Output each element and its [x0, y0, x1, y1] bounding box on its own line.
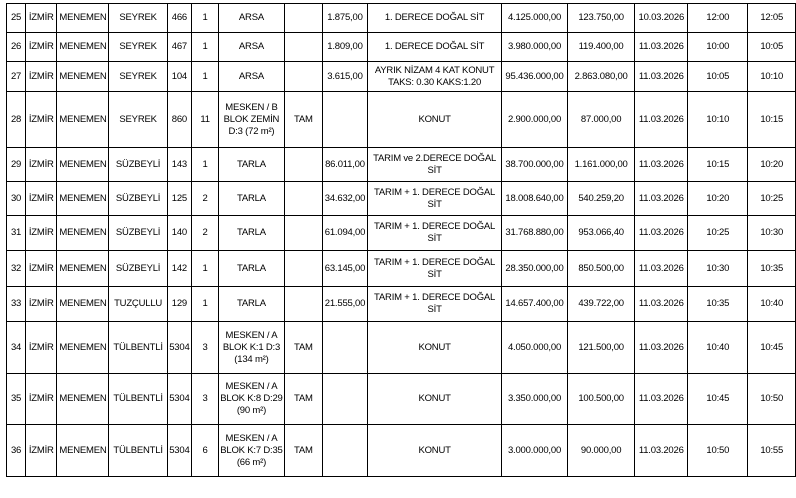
cell-line: SİT — [427, 304, 442, 315]
cell-line: KONUT — [418, 341, 451, 353]
cell-cins — [219, 33, 285, 62]
cell-bedel: 95.436.000,00 — [502, 62, 568, 92]
cell-line: SİT — [427, 268, 442, 280]
cell-line: TAKS: 0.30 KAKS:1.20 — [388, 76, 482, 88]
cell-saat2: 10:45 — [748, 322, 796, 374]
cell-mahalle: SEYREK — [109, 62, 167, 92]
cell-line: BLOK K:7 D:35 — [220, 444, 283, 456]
cell-line: (90 m²) — [236, 405, 267, 416]
cell-cins — [219, 216, 285, 251]
cell-saat2: 10:25 — [748, 182, 796, 216]
cell-line: TARLA — [236, 262, 266, 274]
cell-line: TARLA — [236, 158, 266, 170]
cell-mahalle: TÜLBENTLİ — [109, 322, 167, 374]
cell-saat2: 10:05 — [748, 33, 796, 62]
cell-line: MESKEN / A — [225, 329, 278, 341]
cell-ada: 5304 — [167, 374, 191, 425]
table-row — [7, 287, 796, 322]
cell-saat2: 10:50 — [748, 374, 796, 425]
cell-mahalle: SEYREK — [109, 92, 167, 148]
cell-line: BLOK K:8 D:29 — [220, 393, 283, 404]
cell-il: İZMİR — [26, 92, 57, 148]
cell-hisse — [284, 287, 322, 322]
cell-ilce: MENEMEN — [57, 287, 109, 322]
cell-niteligi — [368, 62, 502, 92]
cell-parsel: 1 — [192, 251, 219, 287]
cell-saat: 10:15 — [688, 148, 748, 182]
cell-teminat: 90.000,00 — [567, 425, 634, 477]
cell-cins — [219, 322, 285, 374]
cell-il: İZMİR — [26, 251, 57, 287]
table-row — [7, 92, 796, 148]
cell-line: SİT — [427, 233, 442, 244]
cell-ilce: MENEMEN — [57, 374, 109, 425]
cell-niteligi — [368, 92, 502, 148]
cell-saat2: 10:40 — [748, 287, 796, 322]
cell-ada: 5304 — [167, 322, 191, 374]
cell-alan: 1.875,00 — [322, 4, 367, 33]
cell-ada: 140 — [167, 216, 191, 251]
cell-saat2: 10:20 — [748, 148, 796, 182]
cell-cins — [219, 62, 285, 92]
table-row — [7, 251, 796, 287]
cell-tarih: 11.03.2026 — [635, 33, 688, 62]
cell-tarih: 11.03.2026 — [635, 92, 688, 148]
cell-teminat: 119.400,00 — [567, 33, 634, 62]
cell-line: KONUT — [418, 444, 451, 456]
cell-no: 25 — [7, 4, 26, 33]
cell-saat: 10:05 — [688, 62, 748, 92]
cell-line: SİT — [427, 164, 442, 176]
cell-tarih: 11.03.2026 — [635, 287, 688, 322]
cell-hisse — [284, 4, 322, 33]
cell-niteligi — [368, 216, 502, 251]
cell-ilce: MENEMEN — [57, 182, 109, 216]
table-row — [7, 182, 796, 216]
cell-line: MESKEN / B — [225, 101, 278, 113]
cell-alan — [322, 322, 367, 374]
cell-teminat: 87.000,00 — [567, 92, 634, 148]
cell-il: İZMİR — [26, 62, 57, 92]
cell-tarih: 11.03.2026 — [635, 182, 688, 216]
cell-cins — [219, 425, 285, 477]
cell-alan: 21.555,00 — [322, 287, 367, 322]
cell-ada: 143 — [167, 148, 191, 182]
cell-parsel: 1 — [192, 62, 219, 92]
cell-tarih: 11.03.2026 — [635, 216, 688, 251]
cell-mahalle: TÜLBENTLİ — [109, 425, 167, 477]
cell-cins — [219, 4, 285, 33]
cell-il: İZMİR — [26, 216, 57, 251]
cell-saat2: 12:05 — [748, 4, 796, 33]
cell-hisse — [284, 216, 322, 251]
cell-hisse — [284, 251, 322, 287]
cell-il: İZMİR — [26, 374, 57, 425]
cell-no: 35 — [7, 374, 26, 425]
cell-saat2: 10:55 — [748, 425, 796, 477]
cell-saat2: 10:30 — [748, 216, 796, 251]
cell-cins — [219, 251, 285, 287]
cell-parsel: 6 — [192, 425, 219, 477]
cell-bedel: 38.700.000,00 — [502, 148, 568, 182]
cell-alan: 1.809,00 — [322, 33, 367, 62]
cell-cins — [219, 287, 285, 322]
table-row — [7, 62, 796, 92]
cell-saat: 10:40 — [688, 322, 748, 374]
table-row — [7, 216, 796, 251]
cell-line: (66 m²) — [236, 456, 267, 468]
cell-line: TARLA — [236, 298, 266, 309]
cell-ada: 467 — [167, 33, 191, 62]
cell-ilce: MENEMEN — [57, 251, 109, 287]
cell-alan: 34.632,00 — [322, 182, 367, 216]
cell-hisse: TAM — [284, 425, 322, 477]
cell-mahalle: SÜZBEYLİ — [109, 148, 167, 182]
cell-alan — [322, 92, 367, 148]
cell-ilce: MENEMEN — [57, 62, 109, 92]
cell-line: TARIM + 1. DERECE DOĞAL — [374, 186, 496, 198]
cell-il: İZMİR — [26, 4, 57, 33]
cell-bedel: 4.050.000,00 — [502, 322, 568, 374]
cell-cins — [219, 182, 285, 216]
cell-tarih: 11.03.2026 — [635, 425, 688, 477]
cell-saat2: 10:15 — [748, 92, 796, 148]
cell-saat: 10:50 — [688, 425, 748, 477]
cell-line: MESKEN / A — [225, 432, 278, 444]
cell-alan: 86.011,00 — [322, 148, 367, 182]
cell-ada: 104 — [167, 62, 191, 92]
cell-il: İZMİR — [26, 182, 57, 216]
cell-no: 30 — [7, 182, 26, 216]
table-row — [7, 425, 796, 477]
cell-teminat: 953.066,40 — [567, 216, 634, 251]
cell-mahalle: SÜZBEYLİ — [109, 216, 167, 251]
cell-ada: 466 — [167, 4, 191, 33]
cell-no: 34 — [7, 322, 26, 374]
cell-alan — [322, 374, 367, 425]
cell-il: İZMİR — [26, 322, 57, 374]
cell-saat: 10:25 — [688, 216, 748, 251]
cell-ada: 129 — [167, 287, 191, 322]
cell-niteligi — [368, 374, 502, 425]
cell-bedel: 3.980.000,00 — [502, 33, 568, 62]
cell-ada: 860 — [167, 92, 191, 148]
cell-ilce: MENEMEN — [57, 148, 109, 182]
cell-bedel: 4.125.000,00 — [502, 4, 568, 33]
cell-niteligi — [368, 425, 502, 477]
cell-line: 1. DERECE DOĞAL SİT — [384, 12, 485, 23]
cell-bedel: 31.768.880,00 — [502, 216, 568, 251]
cell-parsel: 3 — [192, 322, 219, 374]
cell-line: BLOK ZEMİN — [223, 113, 280, 125]
cell-line: TARLA — [236, 192, 266, 204]
cell-parsel: 1 — [192, 287, 219, 322]
cell-teminat: 121.500,00 — [567, 322, 634, 374]
cell-mahalle: TÜLBENTLİ — [109, 374, 167, 425]
cell-saat2: 10:35 — [748, 251, 796, 287]
cell-tarih: 10.03.2026 — [635, 4, 688, 33]
cell-saat: 10:00 — [688, 33, 748, 62]
cell-line: ARSA — [238, 70, 264, 82]
cell-parsel: 3 — [192, 374, 219, 425]
cell-line: TARLA — [236, 227, 266, 238]
cell-line: TARIM + 1. DERECE DOĞAL — [374, 292, 496, 303]
cell-saat: 10:35 — [688, 287, 748, 322]
cell-bedel: 3.350.000,00 — [502, 374, 568, 425]
cell-mahalle: SÜZBEYLİ — [109, 251, 167, 287]
table-row — [7, 148, 796, 182]
cell-line: D:3 (72 m²) — [228, 125, 275, 137]
cell-bedel: 2.900.000,00 — [502, 92, 568, 148]
cell-saat: 10:30 — [688, 251, 748, 287]
cell-bedel: 28.350.000,00 — [502, 251, 568, 287]
cell-line: ARSA — [238, 41, 264, 52]
cell-line: TARIM + 1. DERECE DOĞAL — [374, 256, 496, 268]
cell-teminat: 2.863.080,00 — [567, 62, 634, 92]
cell-alan: 63.145,00 — [322, 251, 367, 287]
cell-teminat: 540.259,20 — [567, 182, 634, 216]
cell-niteligi — [368, 4, 502, 33]
cell-cins — [219, 92, 285, 148]
cell-hisse — [284, 182, 322, 216]
cell-no: 31 — [7, 216, 26, 251]
table-row — [7, 374, 796, 425]
cell-bedel: 14.657.400,00 — [502, 287, 568, 322]
cell-hisse: TAM — [284, 322, 322, 374]
cell-teminat: 439.722,00 — [567, 287, 634, 322]
cell-teminat: 123.750,00 — [567, 4, 634, 33]
cell-line: KONUT — [418, 393, 451, 404]
cell-niteligi — [368, 322, 502, 374]
cell-ilce: MENEMEN — [57, 92, 109, 148]
cell-hisse — [284, 33, 322, 62]
cell-hisse: TAM — [284, 92, 322, 148]
cell-mahalle: SÜZBEYLİ — [109, 182, 167, 216]
cell-ada: 142 — [167, 251, 191, 287]
cell-no: 29 — [7, 148, 26, 182]
cell-teminat: 100.500,00 — [567, 374, 634, 425]
cell-il: İZMİR — [26, 425, 57, 477]
cell-line: TARIM + 1. DERECE DOĞAL — [374, 221, 496, 232]
cell-ilce: MENEMEN — [57, 216, 109, 251]
cell-alan: 61.094,00 — [322, 216, 367, 251]
cell-line: ARSA — [238, 12, 264, 23]
cell-niteligi — [368, 182, 502, 216]
cell-cins — [219, 374, 285, 425]
cell-saat: 12:00 — [688, 4, 748, 33]
cell-parsel: 1 — [192, 33, 219, 62]
cell-ilce: MENEMEN — [57, 4, 109, 33]
cell-line: BLOK K:1 D:3 — [222, 341, 281, 353]
cell-saat: 10:45 — [688, 374, 748, 425]
cell-no: 36 — [7, 425, 26, 477]
cell-saat: 10:20 — [688, 182, 748, 216]
cell-tarih: 11.03.2026 — [635, 148, 688, 182]
cell-line: (134 m²) — [234, 353, 269, 365]
cell-parsel: 2 — [192, 216, 219, 251]
cell-alan — [322, 425, 367, 477]
cell-line: AYRIK NİZAM 4 KAT KONUT — [374, 64, 495, 76]
cell-parsel: 11 — [192, 92, 219, 148]
cell-saat2: 10:10 — [748, 62, 796, 92]
cell-saat: 10:10 — [688, 92, 748, 148]
cell-il: İZMİR — [26, 33, 57, 62]
cell-line: 1. DERECE DOĞAL SİT — [384, 41, 485, 52]
cell-ilce: MENEMEN — [57, 33, 109, 62]
cell-tarih: 11.03.2026 — [635, 374, 688, 425]
cell-niteligi — [368, 148, 502, 182]
cell-parsel: 1 — [192, 4, 219, 33]
cell-line: KONUT — [418, 113, 451, 125]
auction-table — [6, 3, 796, 477]
cell-line: TARIM ve 2.DERECE DOĞAL — [373, 152, 497, 164]
cell-il: İZMİR — [26, 287, 57, 322]
table-row — [7, 322, 796, 374]
cell-mahalle: SEYREK — [109, 4, 167, 33]
cell-mahalle: TUZÇULLU — [109, 287, 167, 322]
cell-no: 33 — [7, 287, 26, 322]
cell-no: 26 — [7, 33, 26, 62]
cell-il: İZMİR — [26, 148, 57, 182]
cell-niteligi — [368, 251, 502, 287]
cell-line: MESKEN / A — [225, 381, 278, 392]
cell-parsel: 1 — [192, 148, 219, 182]
cell-ada: 125 — [167, 182, 191, 216]
cell-parsel: 2 — [192, 182, 219, 216]
cell-tarih: 11.03.2026 — [635, 322, 688, 374]
cell-no: 27 — [7, 62, 26, 92]
cell-niteligi — [368, 33, 502, 62]
cell-cins — [219, 148, 285, 182]
table-row — [7, 33, 796, 62]
cell-bedel: 3.000.000,00 — [502, 425, 568, 477]
cell-teminat: 850.500,00 — [567, 251, 634, 287]
cell-niteligi — [368, 287, 502, 322]
cell-hisse: TAM — [284, 374, 322, 425]
cell-no: 32 — [7, 251, 26, 287]
cell-alan: 3.615,00 — [322, 62, 367, 92]
cell-tarih: 11.03.2026 — [635, 62, 688, 92]
cell-no: 28 — [7, 92, 26, 148]
cell-hisse — [284, 62, 322, 92]
cell-ada: 5304 — [167, 425, 191, 477]
cell-teminat: 1.161.000,00 — [567, 148, 634, 182]
cell-ilce: MENEMEN — [57, 322, 109, 374]
cell-bedel: 18.008.640,00 — [502, 182, 568, 216]
cell-mahalle: SEYREK — [109, 33, 167, 62]
table-row — [7, 4, 796, 33]
cell-tarih: 11.03.2026 — [635, 251, 688, 287]
cell-line: SİT — [427, 198, 442, 210]
cell-ilce: MENEMEN — [57, 425, 109, 477]
cell-hisse — [284, 148, 322, 182]
